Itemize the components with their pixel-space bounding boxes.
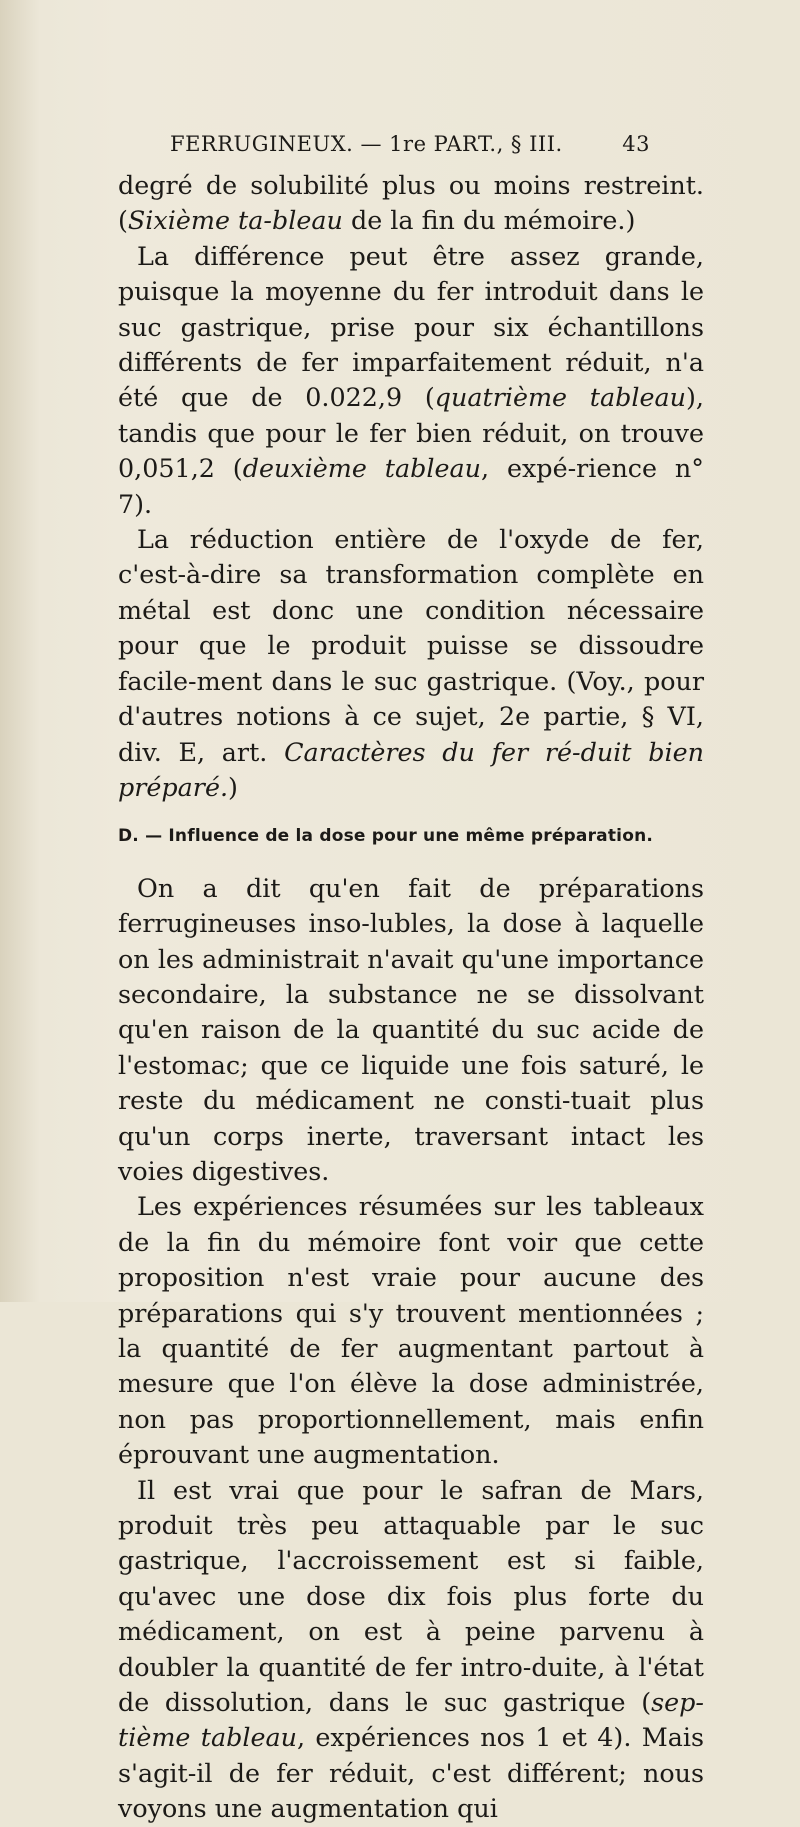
paragraphs-before-heading xyxy=(118,168,704,805)
italic-text: Caractères du fer ré-duit bien préparé. xyxy=(118,736,704,802)
page-number: 43 xyxy=(622,132,650,156)
text-run: ), tandis que pour le fer bien réduit, on trouve 0,051,2 ( xyxy=(118,382,704,484)
text-run: , expé-rience n° 7). xyxy=(118,453,704,519)
section-heading: D. — Influence de la dose pour une même préparation. xyxy=(118,826,654,847)
paragraph xyxy=(118,522,704,805)
text-run: Il est vrai que pour le safran de Mars, produit très peu attaquable par le suc gastrique, l'accroissement est si faible, qu'avec une dose dix fois plus forte du médicament, on est à peine parvenu à doubler la quantité de fer intro-duite, à l'état de dissolution, dans le suc gastrique ( xyxy=(118,1474,704,1718)
italic-text: Sixième ta-bleau xyxy=(127,205,343,236)
text-run: degré de solubilité plus ou moins restreint. ( xyxy=(118,170,704,236)
text-run: On a dit qu'en fait de préparations ferrugineuses inso-lubles, la dose à laquelle on les administrait n'avait qu'une importance secondaire, la substance ne se dissolvant qu'en raison de la quantité du suc acide de l'estomac; que ce liquide une fois saturé, le reste du médicament ne consti-tuait plus qu'un corps inerte, traversant intact les voies digestives. xyxy=(118,872,704,1186)
italic-text: deuxième tableau xyxy=(242,453,482,484)
italic-text: sep-tième tableau xyxy=(118,1687,704,1753)
text-run: Les expériences résumées sur les tableaux de la fin du mémoire font voir que cette proposition n'est vraie pour aucune des préparations qui s'y trouvent mentionnées ; la quantité de fer augmentant partout à mesure que l'on élève la dose administrée, non pas proportionnellement, mais enfin éprouvant une augmentation. xyxy=(118,1191,704,1470)
paragraph xyxy=(118,239,704,522)
paragraph xyxy=(118,1189,704,1472)
text-run: , expériences nos 1 et 4). Mais s'agit-il de fer réduit, c'est différent; nous voyons une augmentation qui xyxy=(118,1722,704,1824)
text-run: La réduction entière de l'oxyde de fer, c'est-à-dire sa transformation complète en métal est donc une condition nécessaire pour que le produit puisse se dissoudre facile-ment dans le suc gastrique. (Voy., pour d'autres notions à ce sujet, 2e partie, § VI, div. E, art. xyxy=(118,524,704,767)
text-run: La différence peut être assez grande, puisque la moyenne du fer introduit dans le suc gastrique, prise pour six échantillons différents de fer imparfaitement réduit, n'a été que de 0.022,9 ( xyxy=(118,240,704,413)
text-run: de la fin du mémoire.) xyxy=(342,205,636,236)
paragraph xyxy=(118,1473,704,1827)
paragraph xyxy=(118,168,704,239)
running-header xyxy=(170,132,650,156)
paragraph xyxy=(118,871,704,1190)
italic-text: quatrième tableau xyxy=(434,382,687,413)
text-run: ) xyxy=(228,771,238,802)
running-title: FERRUGINEUX. — 1re PART., § III. xyxy=(170,132,563,156)
paragraphs-after-heading xyxy=(118,871,704,1827)
body-text xyxy=(118,168,704,1827)
